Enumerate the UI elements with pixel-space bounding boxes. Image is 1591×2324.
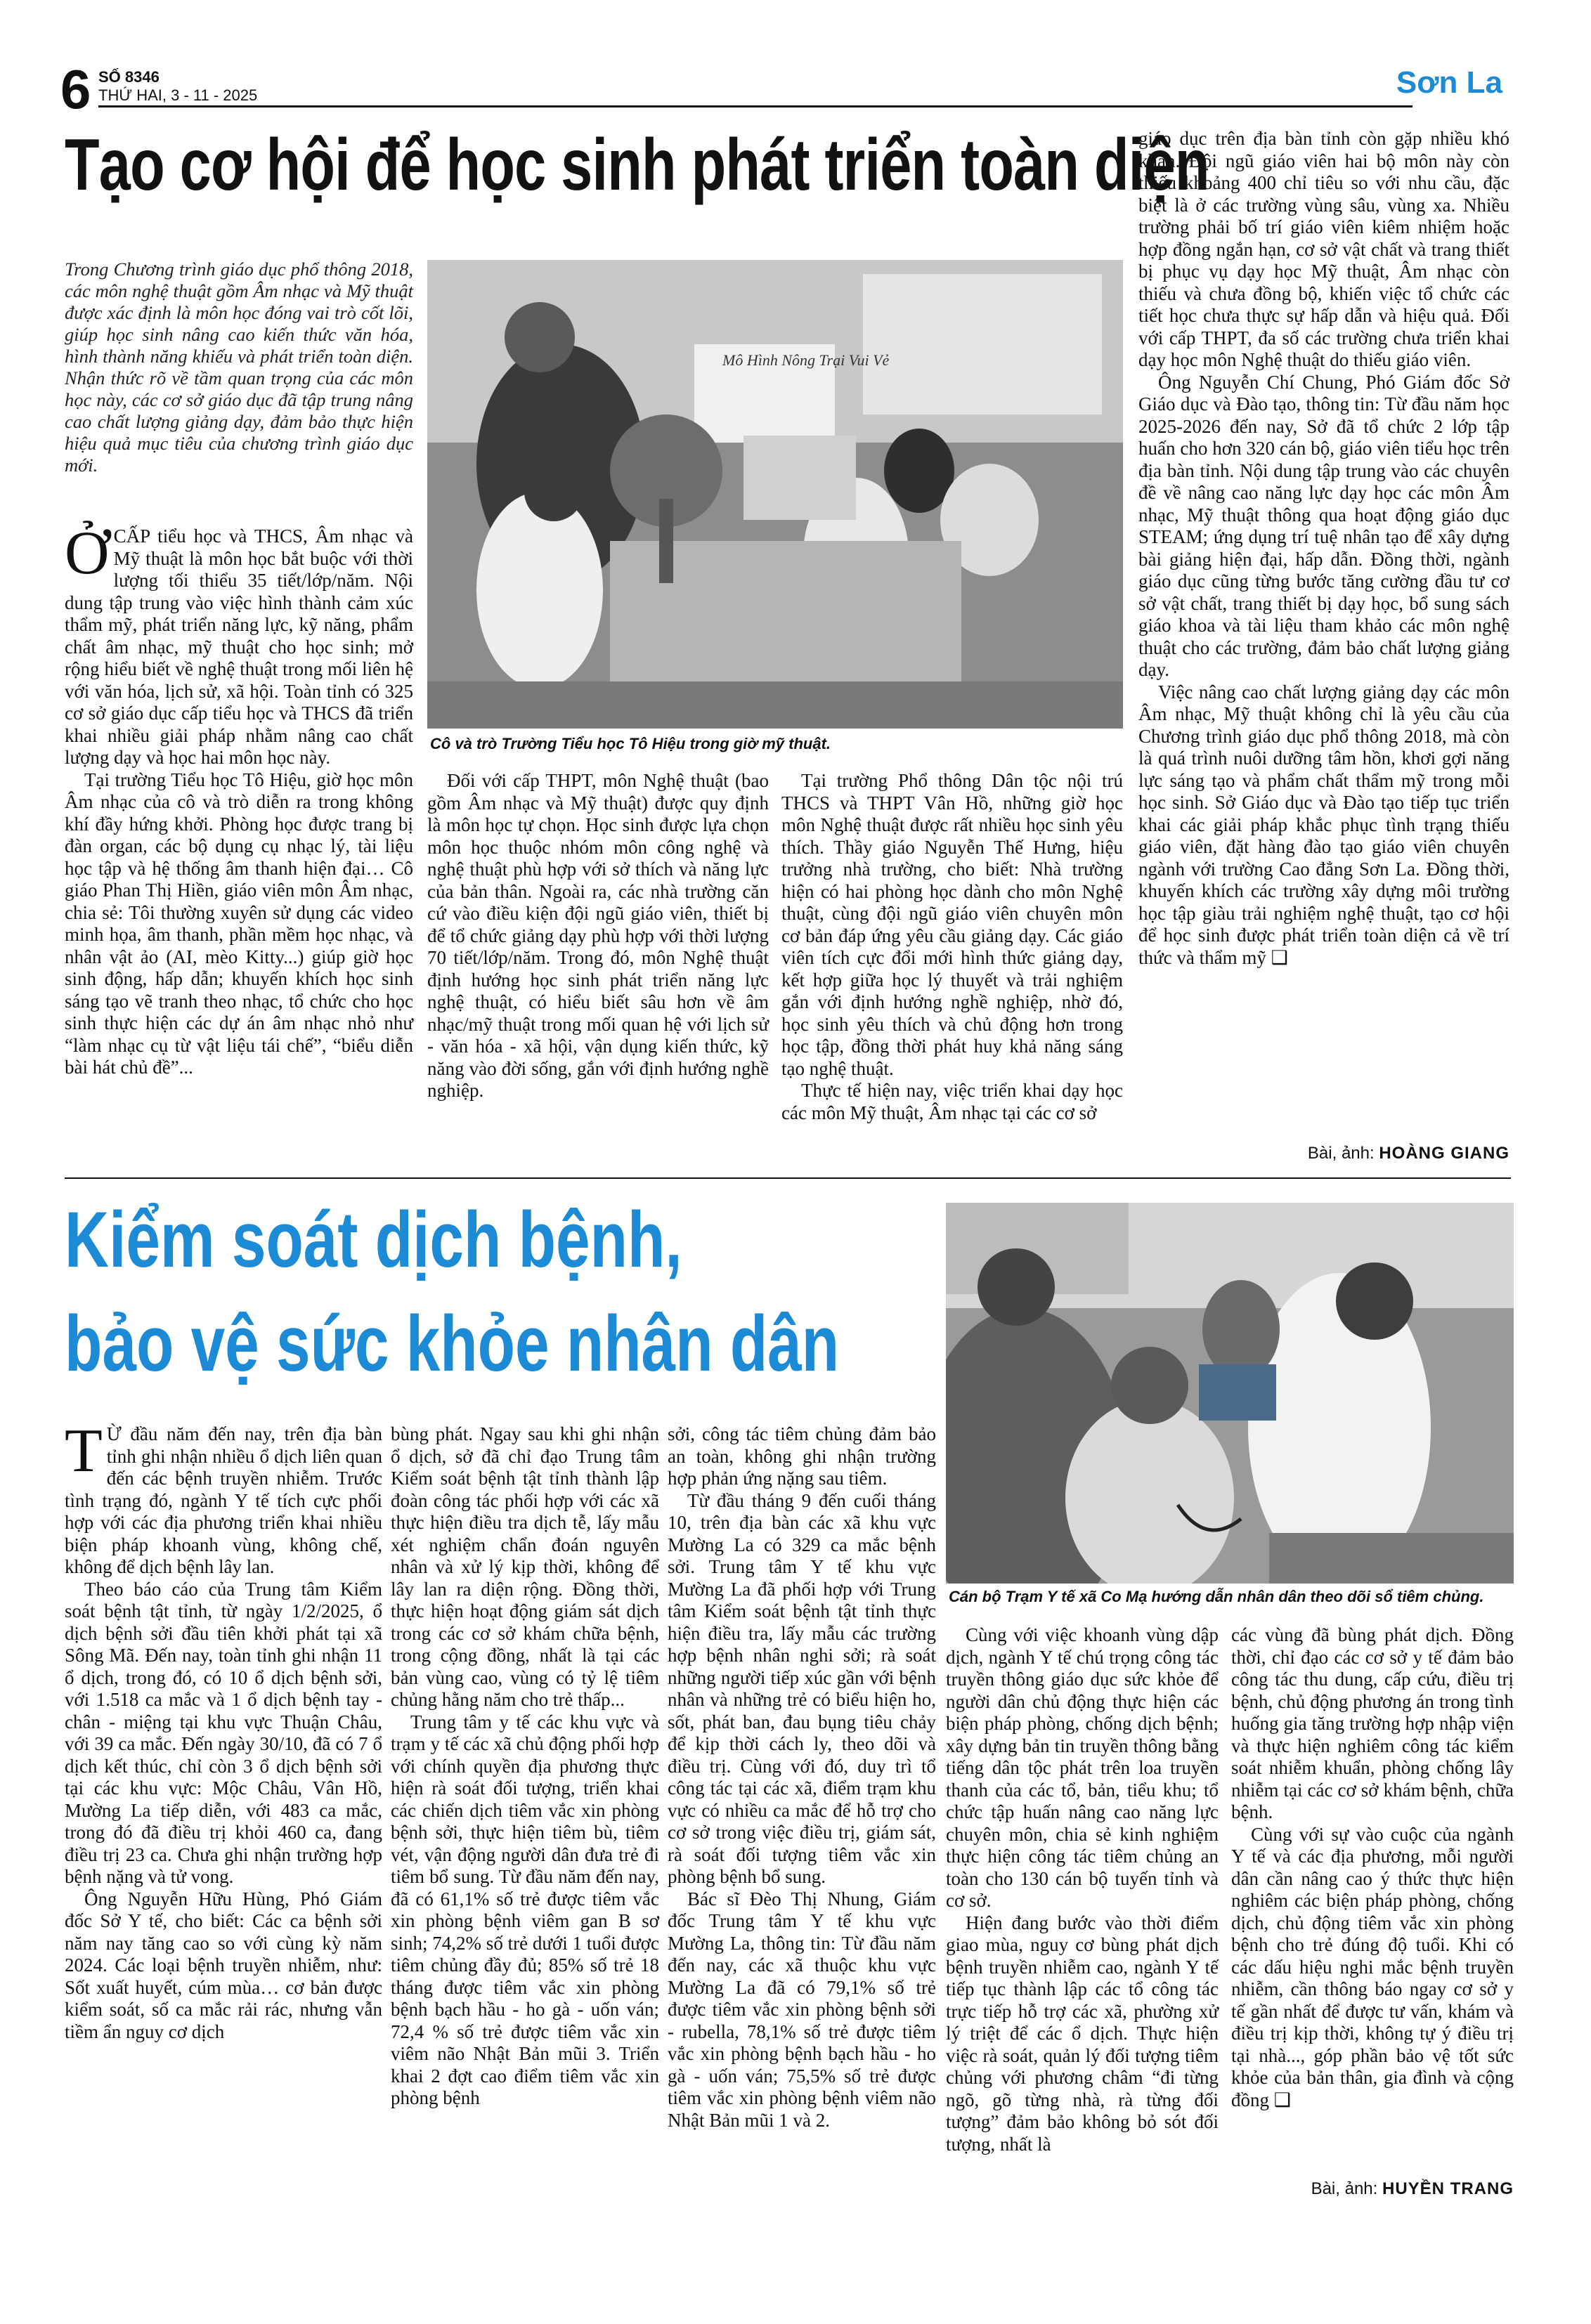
article2-col3-p1: sởi, công tác tiêm chủng đảm bảo an toàn, không ghi nhận trường hợp phản ứng nặng sau tiêm. — [668, 1423, 936, 1489]
article2-col2 — [391, 1423, 659, 2110]
article-divider — [65, 1177, 1511, 1179]
page-number: 6 — [60, 58, 91, 120]
article2-col1-p2: Theo báo cáo của Trung tâm Kiểm soát bệnh tật tỉnh, từ ngày 1/2/2025, ổ dịch bệnh sởi đầu tiên khởi phát tại xã Sông Mã. Đến nay, toàn tỉnh ghi nhận 11 ổ dịch, trong đó, có 10 ổ dịch bệnh sởi, với 1.518 ca mắc và 1 ổ dịch bệnh tay - chân - miệng tại khu vực Thuận Châu, với 39 ca mắc. Đến ngày 30/10, đã có 7 ổ dịch kết thúc, chỉ còn 3 ổ dịch bệnh sởi tại các khu vực: Mộc Châu, Vân Hồ, Mường La tiếp diễn, với 483 ca mắc, trong đó đã điều trị khỏi 460 ca, đang điều trị 23 ca. Chưa ghi nhận trường hợp bệnh nặng và tử vong. — [65, 1578, 382, 1887]
article1-col3-p2: Thực tế hiện nay, việc triển khai dạy học các môn Mỹ thuật, Âm nhạc tại các cơ sở — [781, 1080, 1123, 1123]
article2-col1-p1: Ừ đầu năm đến nay, trên địa bàn tỉnh ghi nhận nhiều ổ dịch liên quan đến các bệnh truyền nhiễm. Trước tình trạng đó, ngành Y tế tích cực phối hợp với các địa phương triển khai nhiều biện pháp khoanh vùng, không chế, không để dịch bệnh lây lan. — [65, 1423, 382, 1577]
photo-board-text: Mô Hình Nông Trại Vui Vẻ — [722, 351, 890, 369]
article1-col3 — [781, 770, 1123, 1124]
article2-col4 — [946, 1624, 1219, 2155]
article1-col3-p1: Tại trường Phổ thông Dân tộc nội trú THCS và THPT Vân Hồ, những giờ học môn Nghệ thuật được rất nhiều học sinh yêu thích. Thầy giáo Nguyễn Thế Hưng, hiệu trưởng nhà trường, cho biết: Nhà trường hiện có hai phòng học dành cho môn Nghệ thuật, cùng đội ngũ giáo viên chuyên môn cơ bản đáp ứng yêu cầu giảng dạy. Các giáo viên tích cực đổi mới hình thức giảng dạy, kết hợp giữa học lý thuyết và trải nghiệm gắn với định hướng nghề nghiệp, nhờ đó, học sinh yêu thích và chủ động hơn trong học tập, đồng thời phát huy khả năng sáng tạo nghệ thuật. — [781, 770, 1123, 1079]
header-rule — [98, 105, 1413, 107]
article2-col2-p2: Trung tâm y tế các khu vực và trạm y tế các xã chủ động phối hợp với chính quyền địa phương thực hiện rà soát đối tượng, triển khai các chiến dịch tiêm vắc xin phòng bệnh sởi, thực hiện tiêm bù, tiêm vét, vận động người dân đưa trẻ đi tiêm bổ sung. Từ đầu năm đến nay, đã có 61,1% số trẻ được tiêm vắc xin phòng bệnh viêm gan B sơ sinh; 74,2% số trẻ dưới 1 tuổi được tiêm chủng đầy đủ; 85% số trẻ 18 tháng được tiêm vắc xin phòng bệnh bạch hầu - ho gà - uốn ván; 72,4 % số trẻ được tiêm vắc xin viêm não Nhật Bản mũi 3. Triển khai 2 đợt cao điểm tiêm vắc xin phòng bệnh — [391, 1711, 659, 2108]
article1-byline — [1138, 1144, 1509, 1163]
article2-title-line1: Kiểm soát dịch bệnh, — [65, 1196, 682, 1284]
article1-title: Tạo cơ hội để học sinh phát triển toàn diện — [65, 124, 1209, 206]
article1-byline-prefix: Bài, ảnh: — [1307, 1144, 1375, 1163]
article1-col2-p1: Đối với cấp THPT, môn Nghệ thuật (bao gồm Âm nhạc và Mỹ thuật) được quy định là môn học tự chọn. Học sinh được lựa chọn môn học thuộc nhóm môn công nghệ và nghệ thuật phù hợp với sở thích và năng lực của bản thân. Ngoài ra, các nhà trường căn cứ vào điều kiện đội ngũ giáo viên, thiết bị để tổ chức giảng dạy phù hợp với thời lượng 70 tiết/lớp/năm. Trong đó, môn Nghệ thuật định hướng học sinh phát triển năng lực nghệ thuật, có hiểu biết sâu hơn về âm nhạc/mỹ thuật trong mối quan hệ với lịch sử - văn hóa - xã hội, vận dụng kiến thức, kỹ năng vào đời sống, gắn với định hướng nghề nghiệp. — [427, 770, 769, 1101]
article1-photo-caption: Cô và trò Trường Tiểu học Tô Hiệu trong giờ mỹ thuật. — [430, 735, 831, 752]
issue-number: SỐ 8346 — [98, 68, 160, 86]
article2-byline-prefix: Bài, ảnh: — [1311, 2179, 1378, 2198]
article2-col4-p2: Hiện đang bước vào thời điểm giao mùa, nguy cơ bùng phát dịch bệnh truyền nhiễm cao, ngành Y tế tiếp tục thành lập các tổ công tác trực tiếp hỗ trợ các xã, phường xử lý triệt để các ổ dịch. Thực hiện việc rà soát, quản lý đối tượng tiêm chủng với phương châm “đi từng ngõ, gõ từng nhà, rà từng đối tượng” đảm bảo không bỏ sót đối tượng, nhất là — [946, 1912, 1219, 2155]
article1-photo — [427, 260, 1123, 729]
article2-col3 — [668, 1423, 936, 2132]
article2-col5-p2: Cùng với sự vào cuộc của ngành Y tế và các địa phương, mỗi người dân cần nâng cao ý thức thực hiện nghiêm các biện pháp phòng, chống dịch, chủ động tiêm vắc xin phòng bệnh cho trẻ đúng độ tuổi. Khi có các dấu hiệu nghi mắc bệnh truyền nhiễm, cần thông báo ngay cơ sở y tế gần nhất để được tư vấn, khám và điều trị kịp thời, không tự ý điều trị tại nhà..., góp phần bảo vệ tốt sức khỏe của bản thân, gia đình và cộng đồng ❑ — [1231, 1823, 1514, 2110]
article2-col5 — [1231, 1624, 1514, 2111]
article1-dropcap: Ở — [65, 519, 110, 587]
article2-col3-p3: Bác sĩ Đèo Thị Nhung, Giám đốc Trung tâm Y tế khu vực Mường La, thông tin: Từ đầu năm đến nay, các xã thuộc khu vực Mường La đã có 79,1% số trẻ được tiêm vắc xin phòng bệnh sởi - rubella, 78,1% số trẻ được tiêm vắc xin phòng bệnh bạch hầu - ho gà - uốn ván; 75,5% số trẻ được tiêm vắc xin phòng bệnh viêm não Nhật Bản mũi 1 và 2. — [668, 1888, 936, 2131]
article2-col3-p2: Từ đầu tháng 9 đến cuối tháng 10, trên địa bàn các xã khu vực Mường La có 329 ca mắc bệnh sởi. Trung tâm Y tế khu vực Mường La đã phối hợp với Trung tâm Kiểm soát bệnh tật tỉnh thực hiện điều tra, lấy mẫu các trường hợp bệnh nhân nghi sởi; rà soát những người tiếp xúc gần với bệnh nhân và những trẻ có biểu hiện ho, sốt, phát ban, đau bụng tiêu chảy để kịp thời cách ly, theo dõi và điều trị. Cùng với đó, duy trì tổ công tác tại các xã, điểm trạm khu vực có nhiều ca mắc để hỗ trợ cho cơ sở trong việc điều trị, giám sát, rà soát đối tượng tiêm vắc xin phòng bệnh bổ sung. — [668, 1489, 936, 1887]
article2-photo — [946, 1203, 1514, 1584]
article2-col5-p1: các vùng đã bùng phát dịch. Đồng thời, chỉ đạo các cơ sở y tế đảm bảo công tác thu dung, cấp cứu, điều trị bệnh, chủ động phương án trong tình huống gia tăng trường hợp nhập viện và thực hiện nghiêm công tác kiểm soát nhiễm khuẩn, phòng chống lây nhiễm tại các cơ sở khám bệnh, chữa bệnh. — [1231, 1624, 1514, 1822]
article1-col1-p1: CẤP tiểu học và THCS, Âm nhạc và Mỹ thuật là môn học bắt buộc với thời lượng tối thiểu 35 tiết/lớp/năm. Nội dung tập trung vào việc hình thành cảm xúc thẩm mỹ, phát triển năng lực, kỹ năng, phẩm chất âm nhạc, mỹ thuật cho học sinh; mở rộng hiểu biết về nghệ thuật trong mối liên hệ với văn hóa, lịch sử, xã hội. Toàn tỉnh có 325 cơ sở giáo dục cấp tiểu học và THCS đã triển khai nhiều giải pháp nhằm nâng cao chất lượng dạy và học hai môn học này. — [65, 525, 413, 768]
article2-col4-p1: Cùng với việc khoanh vùng dập dịch, ngành Y tế chú trọng công tác truyền thông giáo dục sức khỏe để người dân chủ động thực hiện các biện pháp phòng, chống dịch bệnh; xây dựng bản tin truyền thông bằng tiếng dân tộc phát trên loa truyền thanh của các tổ, bản, tiểu khu; tổ chức tập huấn nâng cao năng lực chuyên môn, chia sẻ kinh nghiệm thực hiện công tác tiêm chủng an toàn cho 130 cán bộ tuyến tỉnh và cơ sở. — [946, 1624, 1219, 1911]
article2-col2-p1: bùng phát. Ngay sau khi ghi nhận ổ dịch, sở đã chỉ đạo Trung tâm Kiểm soát bệnh tật tỉnh thành lập đoàn công tác phối hợp với các xã thực hiện điều tra dịch tễ, lấy mẫu xét nghiệm chẩn đoán nguyên nhân và xử lý kịp thời, không để lây lan ra diện rộng. Đồng thời, thực hiện hoạt động giám sát dịch trong các cơ sở khám chữa bệnh, trong cộng đồng, nhất là tại các bản vùng cao, vùng có tỷ lệ tiêm chủng hằng năm cho trẻ thấp... — [391, 1423, 659, 1710]
article2-byline-name: HUYỀN TRANG — [1382, 2179, 1514, 2198]
article2-dropcap: T — [65, 1417, 103, 1485]
article1-col1 — [65, 519, 413, 1079]
issue-date: THỨ HAI, 3 - 11 - 2025 — [98, 86, 258, 104]
article1-col4-p3: Việc nâng cao chất lượng giảng dạy các môn Âm nhạc, Mỹ thuật không chỉ là yêu cầu của Chương trình giáo dục phổ thông 2018, mà còn là quá trình nuôi dưỡng tâm hồn, khơi gợi năng lực sáng tạo và phẩm chất thẩm mỹ trong mỗi học sinh. Sở Giáo dục và Đào tạo tiếp tục triển khai các giải pháp khắc phục tình trạng thiếu giáo viên, đặt hàng đào tạo giáo viên chuyên ngành với trường Cao đẳng Sơn La. Đồng thời, khuyến khích các trường xây dựng môi trường học tập giàu trải nghiệm nghệ thuật, tạo cơ hội để học sinh được phát triển toàn diện cả về trí thức và thẩm mỹ ❑ — [1138, 681, 1509, 968]
article2-photo-caption: Cán bộ Trạm Y tế xã Co Mạ hướng dẫn nhân dân theo dõi sổ tiêm chủng. — [949, 1588, 1484, 1605]
classroom-photo-illustration — [427, 260, 1123, 729]
article2-byline — [1231, 2179, 1514, 2199]
health-worker-photo-illustration — [946, 1203, 1514, 1584]
section-name: Sơn La — [1396, 65, 1502, 100]
article1-col4 — [1138, 128, 1509, 969]
article1-byline-name: HOÀNG GIANG — [1379, 1144, 1509, 1163]
article2-col1 — [65, 1417, 382, 2043]
article1-col2 — [427, 770, 769, 1102]
article2-col1-p3: Ông Nguyễn Hữu Hùng, Phó Giám đốc Sở Y tế, cho biết: Các ca bệnh sởi năm nay tăng cao so với cùng kỳ năm 2024. Các loại bệnh truyền nhiễm, như: Sốt xuất huyết, cúm mùa… cơ bản được kiểm soát, số ca mắc rải rác, nhưng vẫn tiềm ẩn nguy cơ dịch — [65, 1888, 382, 2042]
article1-col1-p2: Tại trường Tiểu học Tô Hiệu, giờ học môn Âm nhạc của cô và trò diễn ra trong không khí đầy hứng khởi. Phòng học được trang bị đàn organ, các bộ dụng cụ nhạc lý, tài liệu học tập và hệ thống âm thanh hiện đại… Cô giáo Phan Thị Hiền, giáo viên môn Âm nhạc, chia sẻ: Tôi thường xuyên sử dụng các video minh họa, âm thanh, phần mềm học nhạc, và nhân vật ảo (AI, mèo Kitty...) giúp giờ học sinh động, hấp dẫn; khuyến khích học sinh sáng tạo vẽ tranh theo nhạc, tổ chức cho học sinh thực hiện các dự án âm nhạc nhỏ như “làm nhạc cụ từ vật liệu tái chế”, “biểu diễn bài hát chủ đề”... — [65, 769, 413, 1078]
article1-col4-p1: giáo dục trên địa bàn tỉnh còn gặp nhiều khó khăn. Đội ngũ giáo viên hai bộ môn này còn thiếu khoảng 400 chỉ tiêu so với nhu cầu, đặc biệt là ở các trường vùng sâu, vùng xa. Nhiều trường phải bố trí giáo viên kiêm nhiệm hoặc hợp đồng ngắn hạn, cơ sở vật chất và trang thiết bị phục vụ dạy học Mỹ thuật, Âm nhạc còn thiếu và chưa đồng bộ, khiến việc tổ chức các tiết học chưa thực sự hấp dẫn và hiệu quả. Đối với cấp THPT, đa số các trường chưa triển khai dạy học môn Nghệ thuật do thiếu giáo viên. — [1138, 128, 1509, 370]
article2-title-line2: bảo vệ sức khỏe nhân dân — [65, 1300, 840, 1388]
article1-lead: Trong Chương trình giáo dục phổ thông 2018, các môn nghệ thuật gồm Âm nhạc và Mỹ thuật được xác định là môn học đóng vai trò cốt lõi, giúp học sinh nâng cao kiến thức văn hóa, hình thành năng khiếu và phát triển toàn diện. Nhận thức rõ về tầm quan trọng của các môn học này, các cơ sở giáo dục đã tập trung nâng cao chất lượng giảng dạy, đảm bảo thực hiện hiệu quả mục tiêu của chương trình giáo dục mới. — [65, 259, 413, 476]
article1-col4-p2: Ông Nguyễn Chí Chung, Phó Giám đốc Sở Giáo dục và Đào tạo, thông tin: Từ đầu năm học 2025-2026 đến nay, Sở đã tổ chức 2 lớp tập huấn cho hơn 320 cán bộ, giáo viên tiểu học trên địa bàn tỉnh. Nội dung tập trung vào các chuyên đề về nâng cao năng lực dạy học các môn Âm nhạc, Mỹ thuật thông qua hoạt động giáo dục STEAM; ứng dụng trí tuệ nhân tạo để xây dựng bài giảng hiện đại, hấp dẫn. Đồng thời, ngành giáo dục cũng từng bước tăng cường đầu tư cơ sở vật chất, trang thiết bị dạy học, bổ sung sách giáo khoa và tài liệu tham khảo các môn nghệ thuật cho các trường, đảm bảo chất lượng giảng dạy. — [1138, 371, 1509, 680]
